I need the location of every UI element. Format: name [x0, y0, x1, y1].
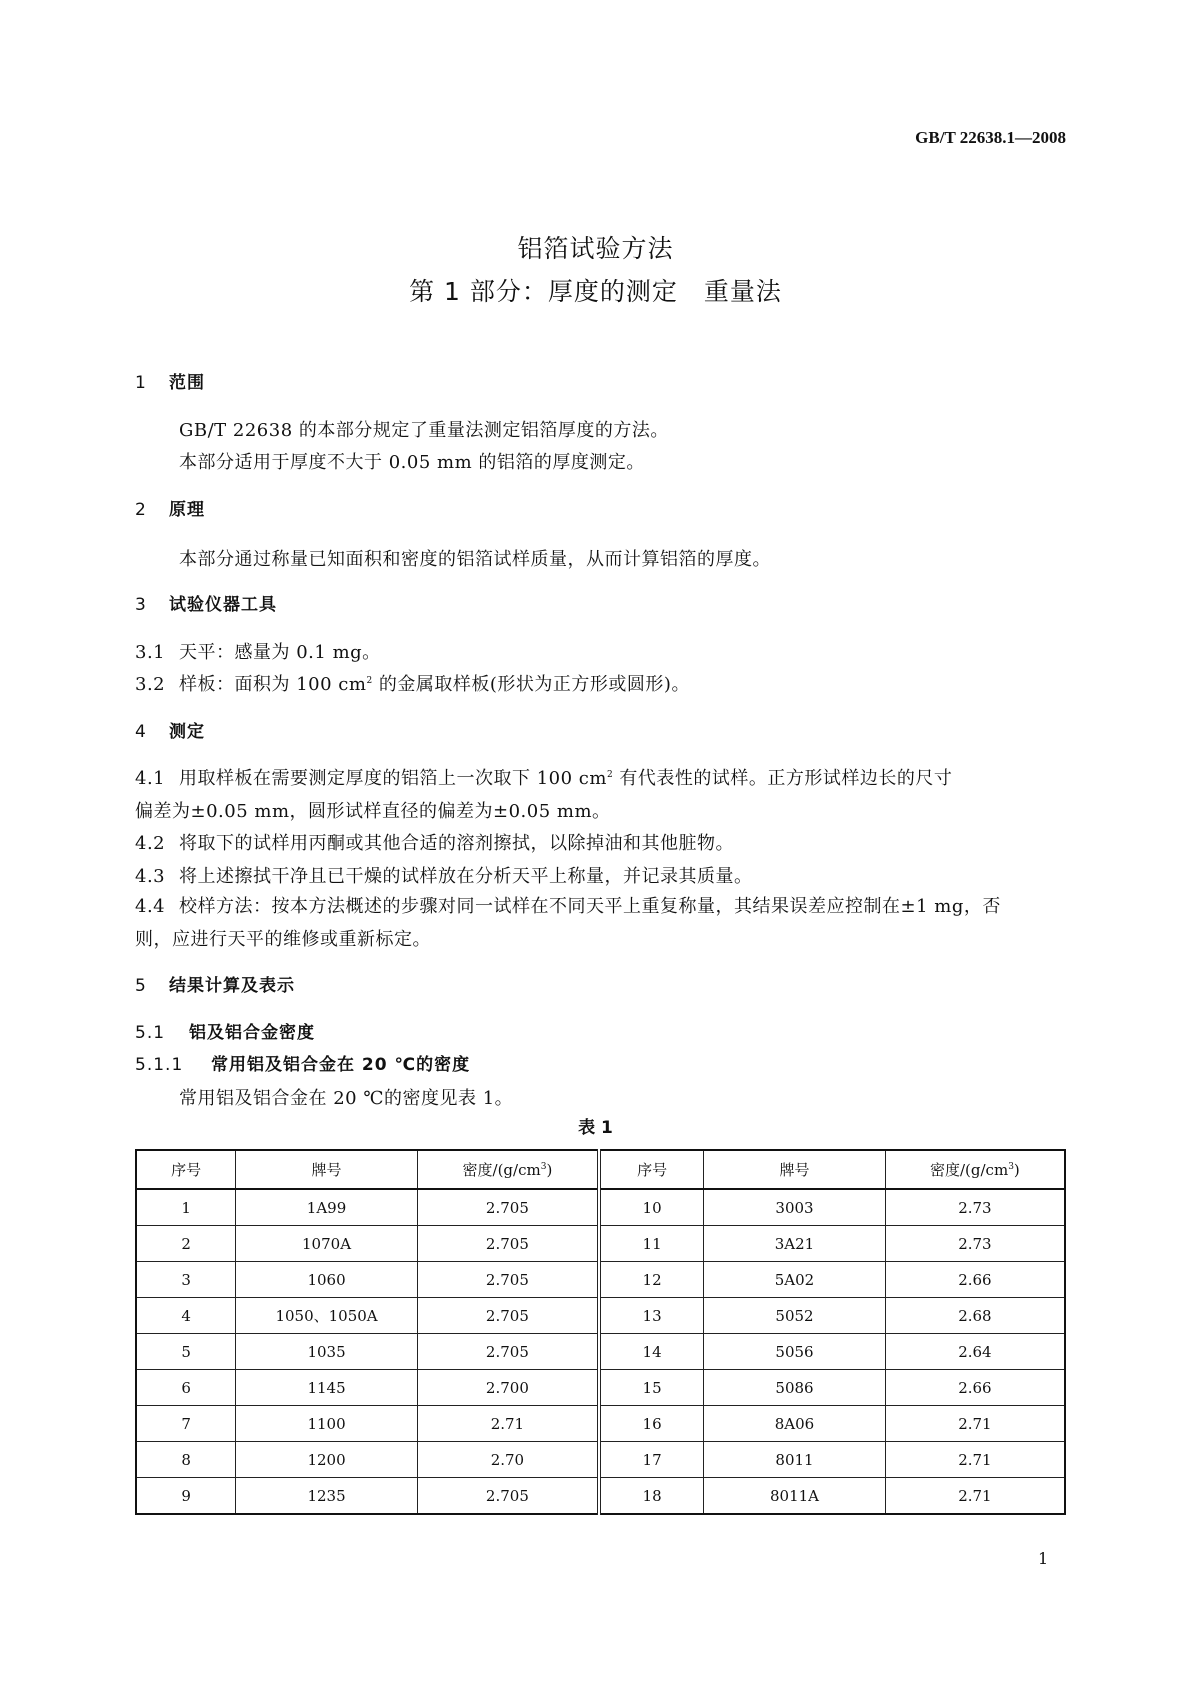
clause-text: 样板：面积为 100 cm	[179, 674, 367, 695]
clause-text: 将取下的试样用丙酮或其他合适的溶剂擦拭，以除掉油和其他脏物。	[179, 833, 734, 854]
cell-density: 2.70	[417, 1442, 599, 1478]
cell-density: 2.705	[417, 1334, 599, 1370]
cell-grade: 1070A	[236, 1226, 418, 1262]
clause-number: 4.2	[135, 833, 166, 854]
cell-grade: 5A02	[704, 1262, 886, 1298]
cell-grade: 5056	[704, 1334, 886, 1370]
paragraph: 常用铝及铝合金在 20 ℃的密度见表 1。	[179, 1088, 514, 1109]
cell-no: 2	[136, 1226, 236, 1262]
section-number: 5.1.1	[135, 1055, 184, 1075]
section-number: 1	[135, 373, 147, 393]
cell-no: 10	[599, 1189, 704, 1226]
cell-density: 2.705	[417, 1226, 599, 1262]
header-text: )	[1013, 1161, 1020, 1179]
table-row	[136, 1298, 1065, 1334]
header-text: )	[546, 1161, 553, 1179]
paragraph: 本部分通过称量已知面积和密度的铝箔试样质量，从而计算铝箔的厚度。	[179, 549, 771, 570]
header-no: 序号	[599, 1150, 704, 1189]
cell-grade: 5086	[704, 1370, 886, 1406]
cell-no: 1	[136, 1189, 236, 1226]
section-title: 测定	[169, 722, 205, 742]
cell-grade: 8011	[704, 1442, 886, 1478]
table-row	[136, 1226, 1065, 1262]
paragraph: 本部分适用于厚度不大于 0.05 mm 的铝箔的厚度测定。	[179, 452, 645, 473]
cell-density: 2.68	[885, 1298, 1065, 1334]
cell-grade: 1145	[236, 1370, 418, 1406]
section-number: 5.1	[135, 1023, 166, 1043]
clause-text: 将上述擦拭干净且已干燥的试样放在分析天平上称量，并记录其质量。	[179, 866, 753, 887]
cell-grade: 5052	[704, 1298, 886, 1334]
document-title: 铝箔试验方法	[517, 234, 674, 263]
cell-no: 4	[136, 1298, 236, 1334]
clause-3-2	[135, 676, 690, 694]
cell-grade: 3003	[704, 1189, 886, 1226]
document-subtitle: 第 1 部分：厚度的测定 重量法	[409, 277, 782, 306]
table-row	[136, 1478, 1065, 1515]
standard-code: GB/T 22638.1—2008	[915, 128, 1066, 147]
table-caption: 表 1	[578, 1118, 613, 1138]
clause-text: 天平：感量为 0.1 mg。	[179, 642, 381, 663]
clause-4-4	[135, 898, 1001, 916]
clause-number: 4.4	[135, 896, 166, 917]
cell-no: 11	[599, 1226, 704, 1262]
header-density	[885, 1150, 1065, 1189]
section-number: 4	[135, 722, 147, 742]
cell-no: 18	[599, 1478, 704, 1515]
table-row	[136, 1442, 1065, 1478]
section-title: 原理	[169, 500, 205, 520]
cell-grade: 8A06	[704, 1406, 886, 1442]
cell-grade: 8011A	[704, 1478, 886, 1515]
superscript: 3	[1008, 1162, 1014, 1172]
clause-number: 3.1	[135, 642, 166, 663]
paragraph: GB/T 22638 的本部分规定了重量法测定铝箔厚度的方法。	[179, 420, 669, 441]
section-heading-principle	[135, 502, 205, 519]
subsection-heading-5-1-1	[135, 1057, 470, 1074]
clause-4-1	[135, 770, 952, 788]
density-table	[135, 1149, 1066, 1515]
clause-4-3	[135, 868, 753, 886]
clause-number: 3.2	[135, 674, 166, 695]
cell-no: 17	[599, 1442, 704, 1478]
cell-density: 2.64	[885, 1334, 1065, 1370]
cell-no: 12	[599, 1262, 704, 1298]
header-grade: 牌号	[704, 1150, 886, 1189]
table-row	[136, 1189, 1065, 1226]
cell-grade: 1235	[236, 1478, 418, 1515]
cell-grade: 1A99	[236, 1189, 418, 1226]
table-row	[136, 1370, 1065, 1406]
section-number: 2	[135, 500, 147, 520]
header-text: 密度/(g/cm	[930, 1161, 1009, 1179]
section-number: 5	[135, 976, 147, 996]
cell-no: 14	[599, 1334, 704, 1370]
header-text: 密度/(g/cm	[462, 1161, 541, 1179]
cell-density: 2.73	[885, 1189, 1065, 1226]
cell-density: 2.71	[885, 1406, 1065, 1442]
cell-no: 15	[599, 1370, 704, 1406]
cell-no: 9	[136, 1478, 236, 1515]
cell-no: 13	[599, 1298, 704, 1334]
clause-4-1-continued: 偏差为±0.05 mm，圆形试样直径的偏差为±0.05 mm。	[135, 801, 611, 822]
superscript: 2	[366, 676, 373, 686]
cell-grade: 1060	[236, 1262, 418, 1298]
cell-density: 2.71	[417, 1406, 599, 1442]
cell-grade: 1200	[236, 1442, 418, 1478]
cell-grade: 1035	[236, 1334, 418, 1370]
cell-density: 2.705	[417, 1478, 599, 1515]
section-heading-results	[135, 978, 295, 995]
section-heading-scope	[135, 375, 205, 392]
section-title: 试验仪器工具	[169, 595, 277, 615]
header-grade: 牌号	[236, 1150, 418, 1189]
superscript: 3	[540, 1162, 547, 1172]
clause-text: 有代表性的试样。正方形试样边长的尺寸	[613, 768, 953, 789]
section-title: 范围	[169, 373, 205, 393]
cell-grade: 1100	[236, 1406, 418, 1442]
cell-density: 2.705	[417, 1298, 599, 1334]
page-number: 1	[1038, 1549, 1049, 1568]
cell-density: 2.73	[885, 1226, 1065, 1262]
cell-no: 3	[136, 1262, 236, 1298]
cell-no: 16	[599, 1406, 704, 1442]
header-density	[417, 1150, 599, 1189]
cell-no: 6	[136, 1370, 236, 1406]
table-row	[136, 1262, 1065, 1298]
cell-density: 2.705	[417, 1189, 599, 1226]
section-title: 铝及铝合金密度	[189, 1023, 315, 1043]
section-title: 常用铝及铝合金在 20 ℃的密度	[211, 1055, 471, 1075]
cell-no: 5	[136, 1334, 236, 1370]
cell-density: 2.705	[417, 1262, 599, 1298]
clause-number: 4.3	[135, 866, 166, 887]
section-title: 结果计算及表示	[169, 976, 295, 996]
clause-number: 4.1	[135, 768, 166, 789]
cell-density: 2.66	[885, 1370, 1065, 1406]
header-no: 序号	[136, 1150, 236, 1189]
cell-no: 8	[136, 1442, 236, 1478]
cell-grade: 1050、1050A	[236, 1298, 418, 1334]
clause-text: 校样方法：按本方法概述的步骤对同一试样在不同天平上重复称量，其结果误差应控制在±1 mg，否	[179, 896, 1001, 917]
section-heading-apparatus	[135, 597, 277, 614]
cell-no: 7	[136, 1406, 236, 1442]
cell-grade: 3A21	[704, 1226, 886, 1262]
clause-3-1	[135, 644, 381, 662]
table-row	[136, 1406, 1065, 1442]
clause-4-4-continued: 则，应进行天平的维修或重新标定。	[135, 929, 431, 950]
clause-text: 的金属取样板(形状为正方形或圆形)。	[372, 674, 690, 695]
section-heading-determination	[135, 724, 205, 741]
cell-density: 2.71	[885, 1478, 1065, 1515]
cell-density: 2.71	[885, 1442, 1065, 1478]
clause-text: 用取样板在需要测定厚度的铝箔上一次取下 100 cm	[179, 768, 607, 789]
cell-density: 2.66	[885, 1262, 1065, 1298]
table-row	[136, 1334, 1065, 1370]
section-number: 3	[135, 595, 147, 615]
cell-density: 2.700	[417, 1370, 599, 1406]
table-header-row	[136, 1150, 1065, 1189]
subsection-heading-5-1	[135, 1025, 315, 1042]
superscript: 2	[606, 770, 614, 780]
clause-4-2	[135, 835, 734, 853]
